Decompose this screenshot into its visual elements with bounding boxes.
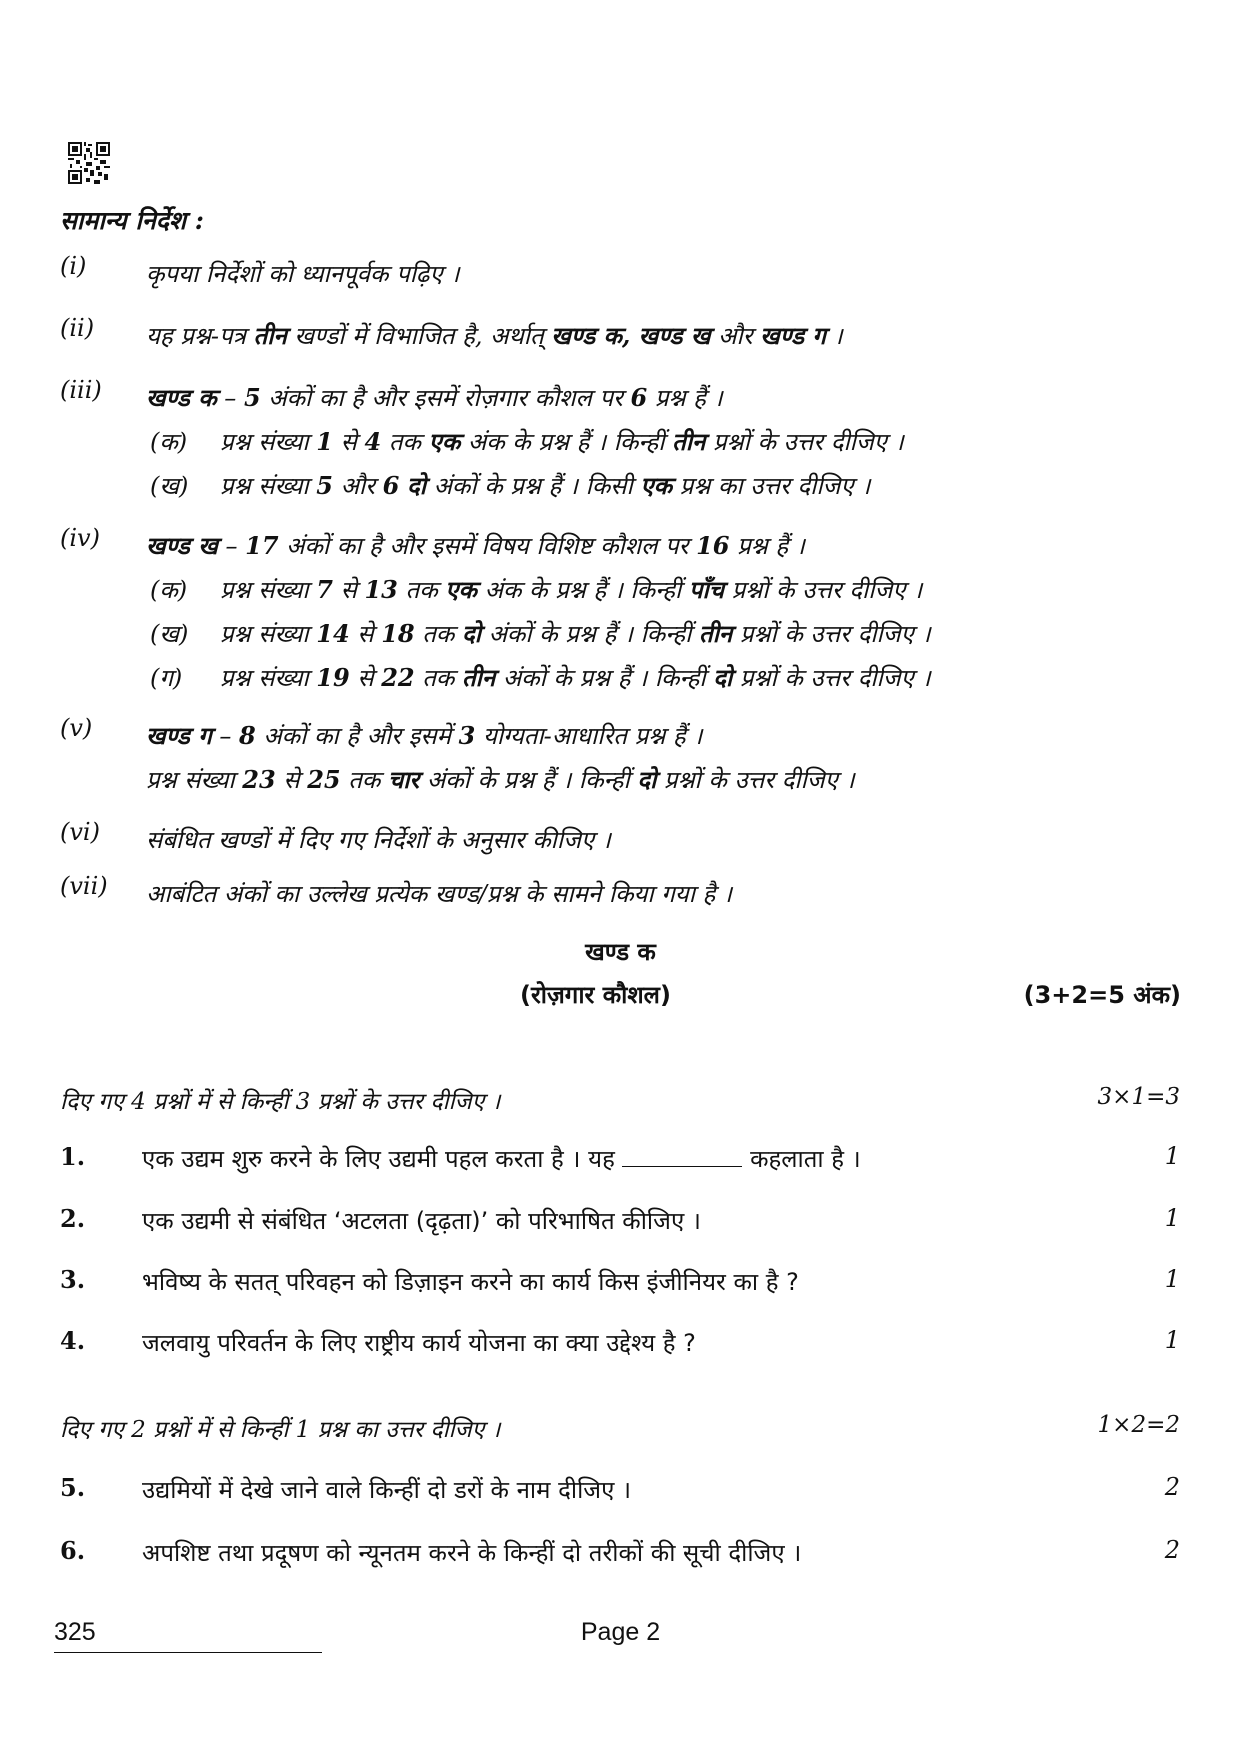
text-segment: से — [333, 428, 365, 456]
text-segment-bold: 18 — [381, 619, 415, 648]
sub-label: (ग) — [150, 664, 183, 692]
question-number: 3. — [60, 1265, 86, 1294]
sub-label: (क) — [150, 576, 188, 604]
text-segment-bold: 19 — [316, 663, 350, 692]
text-segment: खण्डों में विभाजित है, अर्थात् — [286, 322, 552, 350]
text-segment: तक — [414, 620, 462, 648]
text-segment: प्रश्न संख्या — [220, 664, 317, 692]
text-segment-bold: चार — [387, 765, 420, 794]
text-segment: प्रश्नों के उत्तर दीजिए । — [723, 576, 923, 604]
text-segment: प्रश्न संख्या — [146, 766, 243, 794]
text-segment: प्रश्न संख्या — [220, 428, 317, 456]
text-segment-bold: 13 — [364, 575, 398, 604]
sub-label: (ख) — [150, 472, 189, 500]
text-segment: तक — [340, 766, 388, 794]
text-segment-bold: खण्ड ग — [146, 721, 212, 750]
text-segment-bold: तीन — [672, 427, 706, 456]
text-segment: अंकों के प्रश्न हैं । किन्हीं — [495, 664, 714, 692]
instruction-continuation — [146, 758, 1190, 802]
text-segment: से — [275, 766, 308, 794]
text-segment-bold: 7 — [316, 575, 333, 604]
text-segment-bold: 8 — [239, 721, 256, 750]
sub-label: (ख) — [150, 620, 189, 648]
text-segment-bold: तीन — [699, 619, 733, 648]
text-segment: अंकों के प्रश्न हैं । किन्हीं — [419, 766, 638, 794]
text-segment-bold: 1 — [316, 427, 333, 456]
question-number: 4. — [60, 1326, 86, 1355]
question-marks: 1 — [1164, 1142, 1180, 1170]
question-text — [142, 1142, 861, 1175]
group-instruction-text: दिए गए 2 प्रश्नों में से किन्हीं 1 प्रश्न का उत्तर दीजिए । — [60, 1417, 501, 1443]
group-instruction — [60, 1084, 1180, 1116]
text-segment-bold: 25 — [307, 765, 341, 794]
instruction-text — [146, 376, 1190, 420]
text-segment: और — [710, 322, 761, 350]
question-number: 5. — [60, 1473, 86, 1502]
instruction-text: कृपया निर्देशों को ध्यानपूर्वक पढ़िए । — [146, 260, 460, 288]
group-instruction — [60, 1412, 1180, 1444]
instruction-number: (vi) — [60, 818, 100, 846]
question-number: 2. — [60, 1204, 86, 1233]
question-marks: 1 — [1164, 1204, 1180, 1232]
page-number: Page 2 — [580, 1618, 661, 1646]
sub-instruction-ka — [146, 568, 1190, 612]
text-segment: प्रश्नों के उत्तर दीजिए । — [732, 620, 931, 648]
footer-rule — [54, 1652, 322, 1653]
text-segment: प्रश्नों के उत्तर दीजिए । — [732, 664, 931, 692]
instruction-text: आबंटित अंकों का उल्लेख प्रत्येक खण्ड/प्रश्न के सामने किया गया है । — [146, 880, 733, 908]
text-segment-bold: तीन — [461, 663, 496, 692]
text-segment-bold: 14 — [316, 619, 350, 648]
sub-instruction-ga — [146, 656, 1190, 700]
question-text: अपशिष्ट तथा प्रदूषण को न्यूनतम करने के किन्हीं दो तरीकों की सूची दीजिए । — [142, 1539, 802, 1567]
text-segment-bold: खण्ड क, खण्ड ख — [551, 321, 711, 350]
instruction-text — [146, 314, 1190, 358]
text-segment-bold: 4 — [364, 427, 382, 456]
section-title: खण्ड क — [585, 938, 656, 966]
text-segment: प्रश्न संख्या — [220, 576, 317, 604]
text-segment: तक — [381, 428, 429, 456]
text-segment: अंक के प्रश्न हैं । किन्हीं — [460, 428, 673, 456]
question-number: 6. — [60, 1536, 86, 1565]
group-marks: 3×1=3 — [1097, 1084, 1180, 1110]
question-marks: 2 — [1164, 1536, 1180, 1564]
instruction-number: (v) — [60, 714, 93, 742]
text-segment: – — [211, 722, 240, 750]
instruction-number: (ii) — [60, 314, 95, 342]
text-segment-bold: खण्ड ग — [760, 321, 826, 350]
sub-instruction-kha — [146, 612, 1190, 656]
text-segment: प्रश्नों के उत्तर दीजिए । — [656, 766, 855, 794]
section-marks: (3+2=5 अंक) — [1023, 981, 1181, 1009]
question-text: भविष्य के सतत् परिवहन को डिज़ाइन करने का कार्य किस इंजीनियर का है ? — [142, 1268, 799, 1296]
text-segment: । — [825, 322, 843, 350]
instruction-number: (iii) — [60, 376, 102, 404]
question-marks: 1 — [1164, 1265, 1180, 1293]
text-segment: अंकों के प्रश्न हैं । किसी — [425, 472, 641, 500]
text-segment: तक — [414, 664, 462, 692]
text-segment-bold: तीन — [253, 321, 287, 350]
text-segment: प्रश्न हैं । — [729, 532, 805, 560]
question-number: 1. — [60, 1142, 86, 1171]
text-segment: यह प्रश्न-पत्र — [146, 322, 254, 350]
text-segment: – — [217, 532, 246, 560]
text-segment-bold: दो — [637, 765, 657, 794]
text-segment: प्रश्न संख्या — [220, 472, 317, 500]
sub-instruction-ka — [146, 420, 1190, 464]
paper-code: 325 — [54, 1618, 96, 1646]
text-segment-bold: खण्ड क — [146, 383, 217, 412]
text-segment: अंकों का है और इसमें रोज़गार कौशल पर — [260, 384, 631, 412]
text-segment-bold: खण्ड ख — [146, 531, 218, 560]
text-segment: से — [349, 620, 382, 648]
section-subtitle: (रोज़गार कौशल) — [520, 981, 671, 1009]
general-instructions-heading: सामान्य निर्देश : — [60, 206, 204, 235]
instruction-text: संबंधित खण्डों में दिए गए निर्देशों के अनुसार कीजिए । — [146, 826, 611, 854]
text-segment: तक — [397, 576, 446, 604]
text-segment: से — [349, 664, 382, 692]
text-segment-bold: दो — [406, 471, 426, 500]
group-instruction-text: दिए गए 4 प्रश्नों में से किन्हीं 3 प्रश्नों के उत्तर दीजिए । — [60, 1089, 501, 1115]
text-segment: प्रश्न हैं । — [647, 384, 723, 412]
text-segment-bold: 17 — [245, 531, 279, 560]
text-segment: प्रश्नों के उत्तर दीजिए । — [705, 428, 904, 456]
text-segment-bold: 3 — [458, 721, 476, 750]
group-marks: 1×2=2 — [1097, 1412, 1180, 1438]
question-text: उद्यमियों में देखे जाने वाले किन्हीं दो डरों के नाम दीजिए । — [142, 1476, 632, 1504]
text-segment: और — [333, 472, 383, 500]
qr-code-icon — [68, 142, 110, 184]
question-marks: 1 — [1164, 1326, 1180, 1354]
instruction-number: (vii) — [60, 872, 108, 900]
text-segment-bold: एक — [428, 427, 461, 456]
sub-instruction-kha — [146, 464, 1190, 508]
instruction-text — [146, 524, 1190, 568]
text-segment: प्रश्न का उत्तर दीजिए । — [672, 472, 871, 500]
text-segment: योग्यता-आधारित प्रश्न हैं । — [475, 722, 703, 750]
text-segment: अंकों के प्रश्न हैं । किन्हीं — [480, 620, 700, 648]
fill-in-blank — [622, 1144, 742, 1167]
text-segment-bold: 23 — [242, 765, 276, 794]
instruction-number: (iv) — [60, 524, 100, 552]
text-segment: – — [216, 384, 244, 412]
text-segment-bold: 6 — [382, 471, 400, 500]
instruction-number: (i) — [60, 252, 87, 280]
question-text-after: कहलाता है । — [742, 1145, 861, 1173]
text-segment-bold: 5 — [243, 383, 261, 412]
text-segment-bold: 6 — [630, 383, 648, 412]
text-segment-bold: दो — [461, 619, 481, 648]
question-text: जलवायु परिवर्तन के लिए राष्ट्रीय कार्य योजना का क्या उद्देश्य है ? — [142, 1329, 696, 1357]
text-segment-bold: 5 — [316, 471, 333, 500]
sub-label: (क) — [150, 428, 188, 456]
text-segment: अंकों का है और इसमें विषय विशिष्ट कौशल पर — [278, 532, 697, 560]
instruction-text — [146, 714, 1190, 758]
text-segment-bold: एक — [445, 575, 477, 604]
text-segment: अंक के प्रश्न हैं । किन्हीं — [476, 576, 689, 604]
text-segment-bold: दो — [713, 663, 733, 692]
question-marks: 2 — [1164, 1473, 1180, 1501]
text-segment-bold: एक — [640, 471, 673, 500]
text-segment-bold: पाँच — [688, 575, 724, 604]
text-segment-bold: 16 — [696, 531, 730, 560]
text-segment: से — [333, 576, 365, 604]
text-segment — [399, 472, 407, 500]
text-segment: प्रश्न संख्या — [220, 620, 317, 648]
question-text: एक उद्यमी से संबंधित ‘अटलता (दृढ़ता)’ को परिभाषित कीजिए । — [142, 1207, 701, 1235]
text-segment: अंकों का है और इसमें — [255, 722, 459, 750]
text-segment-bold: 22 — [381, 663, 415, 692]
question-text-before: एक उद्यम शुरु करने के लिए उद्यमी पहल करता है । यह — [142, 1145, 623, 1173]
